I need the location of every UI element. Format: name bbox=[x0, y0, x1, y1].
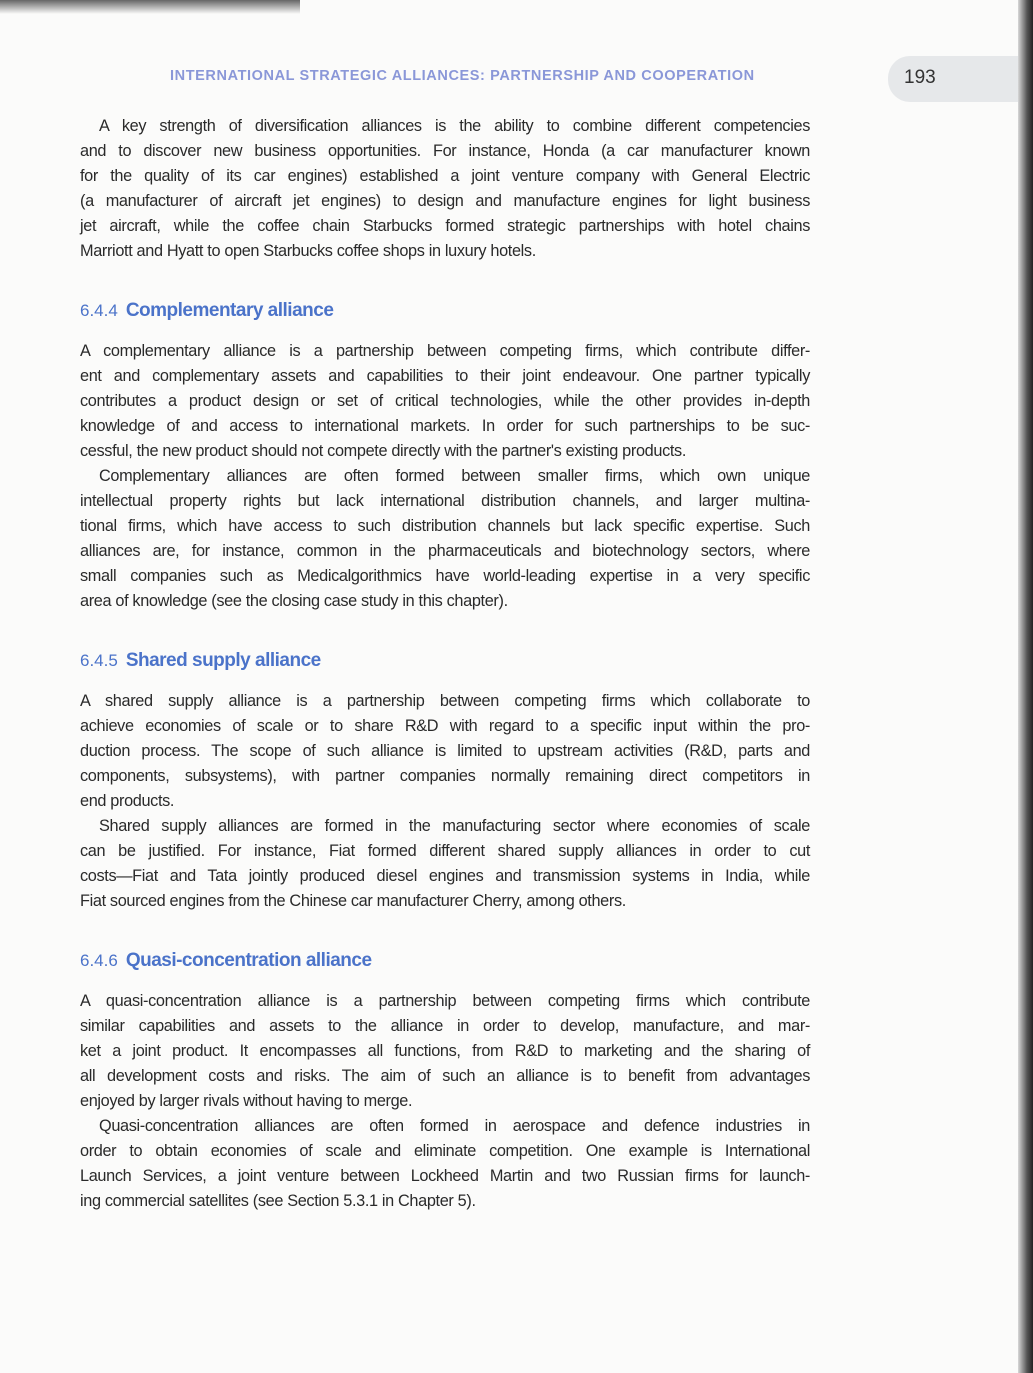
text-line: cessful, the new product should not compete directly with the partner's existing products. bbox=[80, 442, 687, 460]
text-line: ing commercial satellites (see Section 5.3.1 in Chapter 5). bbox=[80, 1192, 476, 1210]
section-number: 6.4.6 bbox=[80, 951, 118, 970]
section-number: 6.4.4 bbox=[80, 301, 118, 320]
section-title: Quasi-concentration alliance bbox=[125, 950, 372, 971]
text-line: contributes a product design or set of critical technologies, while the other provides in-depth bbox=[80, 392, 810, 410]
section-body bbox=[80, 989, 810, 1214]
text-line: similar capabilities and assets to the alliance in order to develop, manufacture, and mar- bbox=[80, 1017, 810, 1035]
text-line: ent and complementary assets and capabilities to their joint endeavour. One partner typically bbox=[80, 367, 810, 385]
text-line: Launch Services, a joint venture between Lockheed Martin and two Russian firms for launch- bbox=[80, 1167, 810, 1185]
section-body bbox=[80, 339, 810, 614]
text-line: intellectual property rights but lack international distribution channels, and larger multina- bbox=[80, 492, 810, 510]
text-line: tional firms, which have access to such distribution channels but lack specific expertise. Such bbox=[80, 517, 810, 535]
text-line: all development costs and risks. The aim of such an alliance is to benefit from advantages bbox=[80, 1067, 810, 1085]
text-line: can be justified. For instance, Fiat formed different shared supply alliances in order to cut bbox=[80, 842, 810, 860]
page-number-tab bbox=[888, 56, 1018, 102]
page-number: 193 bbox=[904, 67, 936, 88]
text-line: Quasi-concentration alliances are often formed in aerospace and defence industries in bbox=[99, 1117, 810, 1135]
text-line: Marriott and Hyatt to open Starbucks coffee shops in luxury hotels. bbox=[80, 242, 536, 260]
section-heading bbox=[80, 300, 333, 322]
text-line: enjoyed by larger rivals without having to merge. bbox=[80, 1092, 413, 1110]
section-heading bbox=[80, 950, 372, 972]
text-line: Shared supply alliances are formed in the manufacturing sector where economies of scale bbox=[99, 817, 810, 835]
text-line: order to obtain economies of scale and eliminate competition. One example is International bbox=[80, 1142, 810, 1160]
section-title: Shared supply alliance bbox=[125, 650, 321, 671]
text-line: knowledge of and access to international markets. In order for such partnerships to be suc- bbox=[80, 417, 810, 435]
text-line: for the quality of its car engines) established a joint venture company with General Electric bbox=[80, 167, 810, 185]
text-line: Fiat sourced engines from the Chinese car manufacturer Cherry, among others. bbox=[80, 892, 626, 910]
running-header-part1: INTERNATIONAL STRATEGIC ALLIANCES: bbox=[170, 68, 491, 84]
text-line: Complementary alliances are often formed between smaller firms, which own unique bbox=[99, 467, 810, 485]
text-line: alliances are, for instance, common in the pharmaceuticals and biotechnology sectors, where bbox=[80, 542, 810, 560]
text-line: A quasi-concentration alliance is a partnership between competing firms which contribute bbox=[80, 992, 810, 1010]
intro-paragraph bbox=[80, 114, 810, 264]
text-line: small companies such as Medicalgorithmics have world-leading expertise in a very specific bbox=[80, 567, 810, 585]
section-title: Complementary alliance bbox=[125, 300, 334, 321]
text-line: (a manufacturer of aircraft jet engines) to design and manufacture engines for light business bbox=[80, 192, 810, 210]
text-line: achieve economies of scale or to share R&D with regard to a specific input within the pro- bbox=[80, 717, 810, 735]
text-line: and to discover new business opportunities. For instance, Honda (a car manufacturer known bbox=[80, 142, 810, 160]
text-line: end products. bbox=[80, 792, 175, 810]
text-line: components, subsystems), with partner companies normally remaining direct competitors in bbox=[80, 767, 810, 785]
text-line: ket a joint product. It encompasses all functions, from R&D to marketing and the sharing of bbox=[80, 1042, 810, 1060]
section-body bbox=[80, 689, 810, 914]
section-heading bbox=[80, 650, 321, 672]
text-line: jet aircraft, while the coffee chain Starbucks formed strategic partnerships with hotel chains bbox=[80, 217, 810, 235]
running-header-part2: PARTNERSHIP AND COOPERATION bbox=[490, 68, 755, 84]
text-line: A complementary alliance is a partnership between competing firms, which contribute differ- bbox=[80, 342, 810, 360]
text-line: A shared supply alliance is a partnership between competing firms which collaborate to bbox=[80, 692, 810, 710]
text-line: A key strength of diversification alliances is the ability to combine different competencies bbox=[99, 117, 810, 135]
text-line: area of knowledge (see the closing case study in this chapter). bbox=[80, 592, 508, 610]
running-header bbox=[170, 68, 755, 84]
scan-shadow bbox=[0, 0, 300, 14]
section-number: 6.4.5 bbox=[80, 651, 118, 670]
text-line: duction process. The scope of such alliance is limited to upstream activities (R&D, parts and bbox=[80, 742, 810, 760]
text-line: costs—Fiat and Tata jointly produced diesel engines and transmission systems in India, while bbox=[80, 867, 810, 885]
page-edge bbox=[1018, 0, 1033, 1373]
